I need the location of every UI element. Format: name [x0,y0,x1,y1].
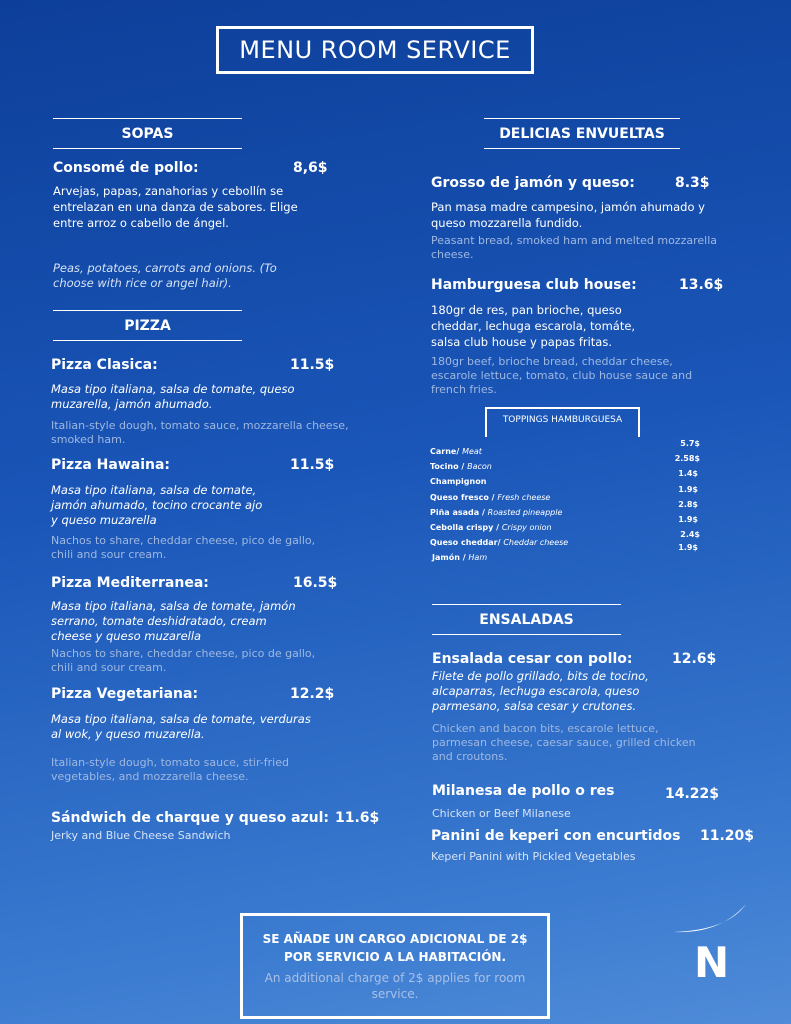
topping-price: 1.9$ [678,543,698,552]
item-price-milanesa: 14.22$ [665,786,720,802]
topping-name: Piña asada / Roasted pineapple [430,508,563,517]
item-english-pizza-clasica: Italian-style dough, tomato sauce, mozzarella cheese, smoked ham. [51,419,349,446]
topping-name: Queso cheddar/ Cheddar cheese [430,538,569,547]
item-name-ensalada-cesar: Ensalada cesar con pollo: [432,651,633,667]
service-charge-notice [240,913,550,1019]
item-name-pizza-vegetariana: Pizza Vegetariana: [51,686,199,702]
section-heading-pizza: PIZZA [53,310,242,341]
item-english-hamburguesa: 180gr beef, brioche bread, cheddar cheese, escarole lettuce, tomato, club house sauce and french fries. [431,355,693,396]
item-price-pizza-hawaina: 11.5$ [290,457,335,473]
topping-price: 1.9$ [678,515,698,524]
topping-row [430,530,700,545]
item-english-grosso: Peasant bread, smoked ham and melted mozzarella cheese. [431,234,717,261]
item-name-milanesa: Milanesa de pollo o res [432,783,615,799]
topping-name: Jamón / Ham [432,553,488,562]
section-heading-delicias: DELICIAS ENVUELTAS [484,118,680,149]
item-name-panini: Panini de keperi con encurtidos [431,828,681,844]
logo-letter: N [694,938,730,987]
topping-row [430,515,700,530]
item-price-pizza-vegetariana: 12.2$ [290,686,335,702]
item-english-milanesa: Chicken or Beef Milanese [432,807,571,820]
item-english-consome: Peas, potatoes, carrots and onions. (To choose with rice or angel hair). [53,261,277,290]
item-name-hamburguesa: Hamburguesa club house: [431,277,637,293]
item-english-pizza-hawaina: Nachos to share, cheddar cheese, pico de gallo, chili and sour cream. [51,534,316,561]
item-english-panini: Keperi Panini with Pickled Vegetables [431,850,636,863]
topping-row [430,545,700,560]
item-price-grosso: 8.3$ [675,175,710,191]
topping-row [430,500,700,515]
item-price-hamburguesa: 13.6$ [679,277,724,293]
section-heading-ensaladas: ENSALADAS [432,604,621,635]
page-title: MENU ROOM SERVICE [216,26,534,74]
topping-price: 2.4$ [680,530,700,539]
item-price-ensalada-cesar: 12.6$ [672,651,717,667]
topping-price: 2.8$ [678,500,698,509]
item-name-pizza-hawaina: Pizza Hawaina: [51,457,171,473]
topping-name: Champignon [430,477,487,486]
topping-row [430,469,700,485]
topping-row [430,485,700,500]
item-name-consome: Consomé de pollo: [53,160,199,176]
item-english-pizza-mediterranea: Nachos to share, cheddar cheese, pico de gallo, chili and sour cream. [51,647,316,674]
notice-spanish: SE AÑADE UN CARGO ADICIONAL DE 2$ POR SERVICIO A LA HABITACIÓN. [262,932,528,964]
item-desc-grosso: Pan masa madre campesino, jamón ahumado y queso mozzarella fundido. [431,200,705,230]
item-name-grosso: Grosso de jamón y queso: [431,175,635,191]
item-desc-hamburguesa: 180gr de res, pan brioche, queso cheddar, lechuga escarola, tomáte, salsa club house y papas fritas. [431,303,636,349]
section-heading-sopas: SOPAS [53,118,242,149]
brand-logo [672,900,752,990]
notice-english: An additional charge of 2$ applies for room service. [264,971,526,1001]
item-name-sandwich: Sándwich de charque y queso azul: [51,810,330,826]
topping-name: Cebolla crispy / Crispy onion [430,523,552,532]
item-english-sandwich: Jerky and Blue Cheese Sandwich [51,829,231,842]
item-price-consome: 8,6$ [293,160,328,176]
item-desc-pizza-vegetariana: Masa tipo italiana, salsa de tomate, verduras al wok, y queso muzarella. [51,712,311,741]
item-desc-pizza-mediterranea: Masa tipo italiana, salsa de tomate, jamón serrano, tomate deshidratado, cream cheese y queso muzarella [51,599,296,643]
topping-name: Tocino / Bacon [430,462,492,471]
item-desc-ensalada-cesar: Filete de pollo grillado, bits de tocino, alcaparras, lechuga escarola, queso parmesano, salsa cesar y crutones. [432,669,649,713]
item-name-pizza-mediterranea: Pizza Mediterranea: [51,575,209,591]
topping-row [430,439,700,454]
item-desc-pizza-clasica: Masa tipo italiana, salsa de tomate, queso muzarella, jamón ahumado. [51,382,295,411]
topping-price: 1.4$ [678,469,698,478]
item-price-panini: 11.20$ [700,828,755,844]
item-price-pizza-mediterranea: 16.5$ [293,575,338,591]
item-desc-pizza-hawaina: Masa tipo italiana, salsa de tomate, jamón ahumado, tocino crocante ajo y queso muzarella [51,483,263,527]
item-desc-consome: Arvejas, papas, zanahorias y cebollín se entrelazan en una danza de sabores. Elige entre arroz o cabello de ángel. [53,184,298,230]
item-price-sandwich: 11.6$ [335,810,380,826]
item-english-pizza-vegetariana: Italian-style dough, tomato sauce, stir-fried vegetables, and mozzarella cheese. [51,756,289,783]
logo-swoosh-icon [672,900,752,940]
toppings-heading: TOPPINGS HAMBURGUESA [485,407,640,437]
item-price-pizza-clasica: 11.5$ [290,357,335,373]
topping-name: Queso fresco / Fresh cheese [430,493,551,502]
toppings-list [430,439,700,560]
topping-row [430,454,700,469]
topping-price: 1.9$ [678,485,698,494]
topping-price: 2.58$ [674,454,700,463]
item-english-ensalada-cesar: Chicken and bacon bits, escarole lettuce, parmesan cheese, caesar sauce, grilled chicken and croutons. [432,722,696,763]
item-name-pizza-clasica: Pizza Clasica: [51,357,158,373]
topping-name: Carne/ Meat [430,447,482,456]
topping-price: 5.7$ [680,439,700,448]
